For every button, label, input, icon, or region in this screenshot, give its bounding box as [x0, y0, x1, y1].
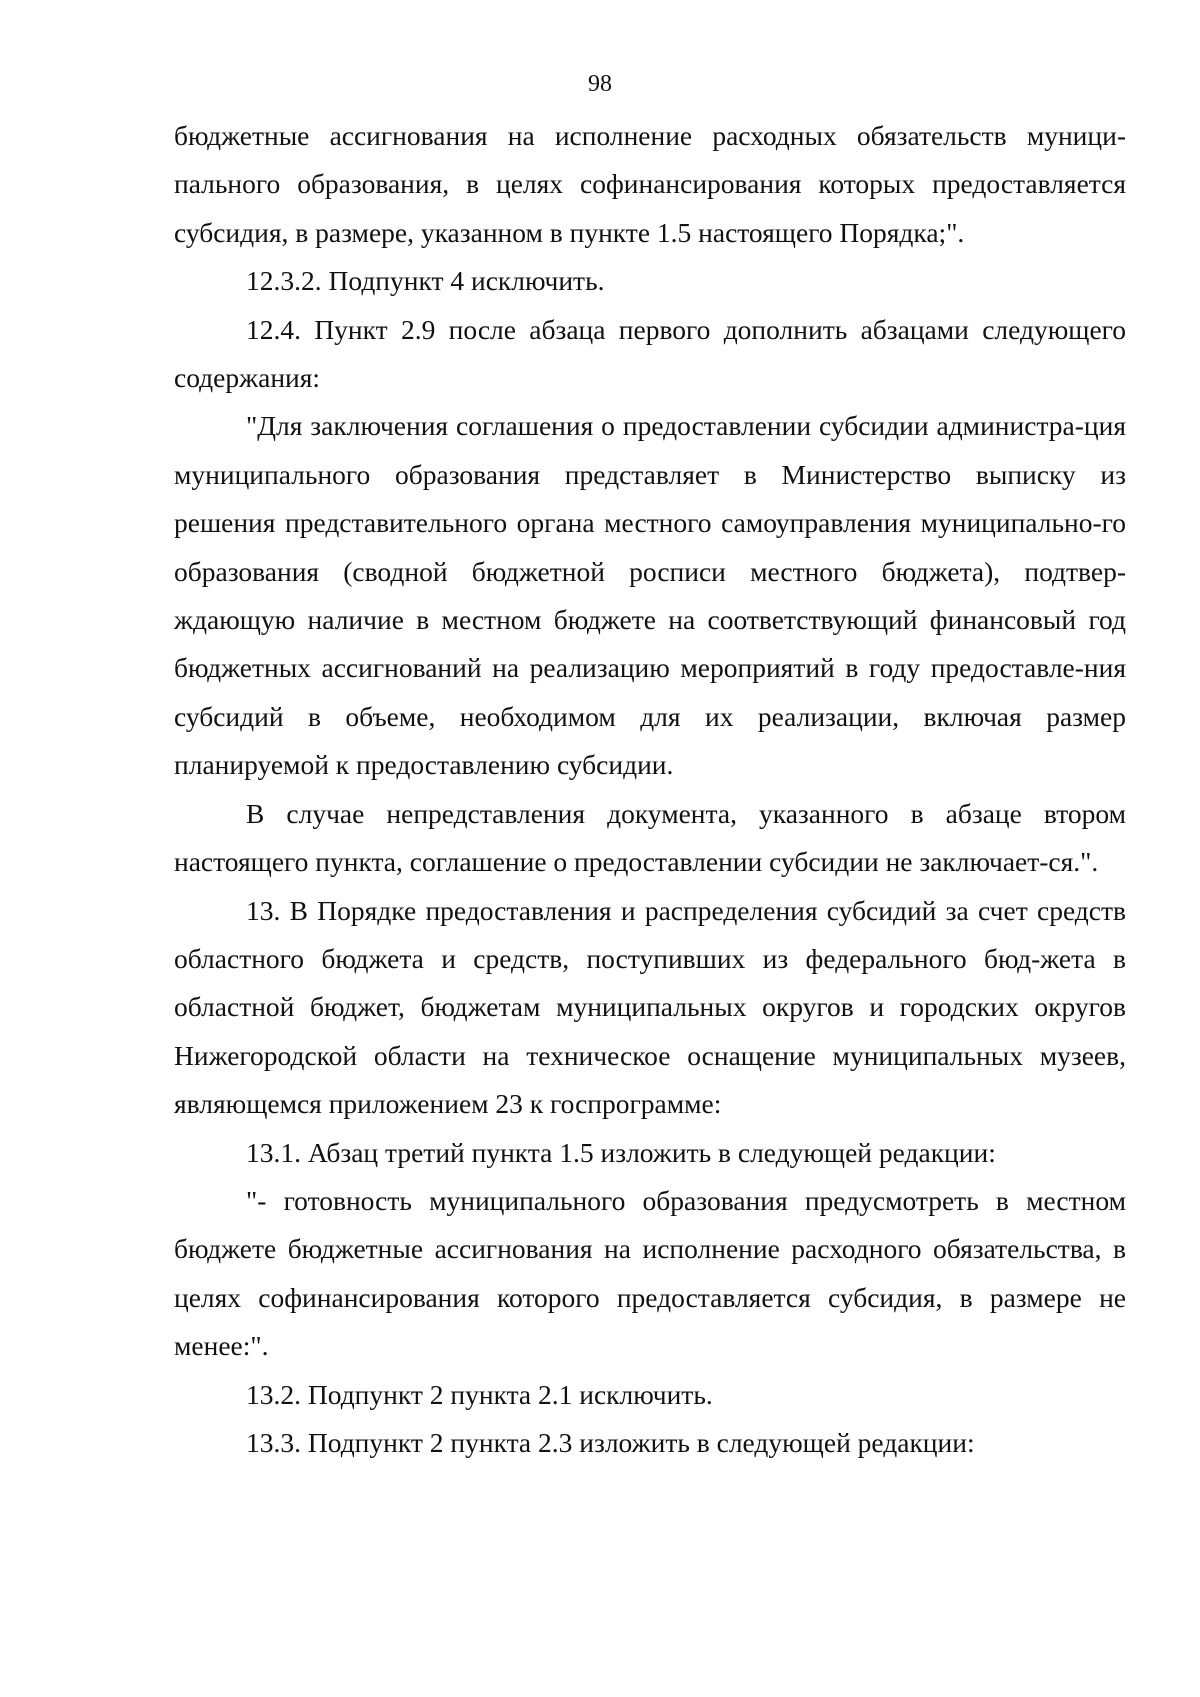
page-number: 98: [588, 71, 612, 97]
paragraph-13-3: 13.3. Подпункт 2 пункта 2.3 изложить в следующей редакции:: [246, 1426, 975, 1458]
paragraph-12-4: 12.4. Пункт 2.9 после абзаца первого дополнить абзацами следующего содержания:: [174, 313, 1126, 394]
paragraph-quote-agreement: "Для заключения соглашения о предоставлении субсидии администра-ция муниципального образования представляет в Министерство выписку из решения представительного органа местного самоуправления муниципально-го образования (сводной бюджетной росписи местного бюджета), подтвер-ждающую наличие в местном бюджете на соответствующий финансовый год бюджетных ассигнований на реализацию мероприятий в году предоставле-ния субсидий в объеме, необходимом для их реализации, включая размер планируемой к предоставлению субсидии.: [174, 410, 1126, 781]
paragraph-13-2: 13.2. Подпункт 2 пункта 2.1 исключить.: [246, 1378, 713, 1410]
paragraph-13-1: 13.1. Абзац третий пункта 1.5 изложить в следующей редакции:: [246, 1136, 996, 1168]
paragraph-13: 13. В Порядке предоставления и распределения субсидий за счет средств областного бюджета и средств, поступивших из федерального бюд-жета в областной бюджет, бюджетам муниципальных округов и городских округов Нижегородской области на техническое оснащение муниципальных музеев, являющемся приложением 23 к госпрограмме:: [174, 894, 1126, 1120]
paragraph-continuation: бюджетные ассигнования на исполнение расходных обязательств муници-пального образования, в целях софинансирования которых предоставляется субсидия, в размере, указанном в пункте 1.5 настоящего Порядка;".: [174, 120, 1126, 248]
paragraph-12-3-2: 12.3.2. Подпункт 4 исключить.: [246, 265, 605, 297]
paragraph-quote-readiness: "- готовность муниципального образования предусмотреть в местном бюджете бюджетные ассигнования на исполнение расходного обязательства, в целях софинансирования которого предоставляется субсидия, в размере не менее:".: [174, 1184, 1126, 1362]
paragraph-quote-nonsubmission: В случае непредставления документа, указанного в абзаце втором настоящего пункта, соглашение о предоставлении субсидии не заключает-ся.".: [174, 797, 1126, 878]
document-body: [174, 112, 1126, 1467]
